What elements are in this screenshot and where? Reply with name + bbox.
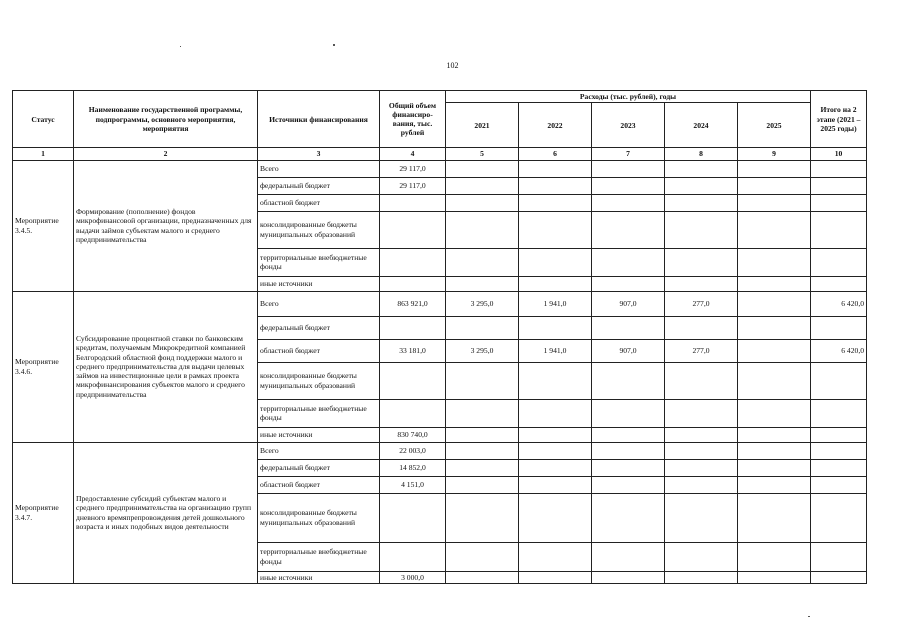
measure-name-cell: Субсидирование процентной ставки по банковским кредитам, получаемым Микрокредитной компанией Белгородский областной фонд поддержки малого и среднего предпринимательства для выдачи целевых займов на инвестиционные цели в рамках проекта микрофинансирования субъектов малого и среднего предпринимательства <box>74 291 258 442</box>
year-2025-cell <box>738 160 811 177</box>
year-2024-cell <box>665 493 738 542</box>
page-number: 102 <box>446 61 459 70</box>
total-cell: 29 117,0 <box>380 177 446 194</box>
source-cell: иные источники <box>258 276 380 291</box>
header-expenses: Расходы (тыс. рублей), годы <box>446 91 811 103</box>
source-cell: Всего <box>258 291 380 316</box>
year-2023-cell: 907,0 <box>592 339 665 362</box>
year-2024-cell <box>665 442 738 459</box>
scan-speck <box>808 616 810 617</box>
source-cell: консолидированные бюджеты муниципальных образований <box>258 362 380 399</box>
year-2023-cell <box>592 177 665 194</box>
year-2021-cell <box>446 459 519 476</box>
year-2025-cell <box>738 291 811 316</box>
year-2023-cell <box>592 276 665 291</box>
year-2024-cell <box>665 399 738 427</box>
year-2024-cell <box>665 177 738 194</box>
year-2025-cell <box>738 399 811 427</box>
status-cell: Мероприятие 3.4.6. <box>13 291 74 442</box>
total-cell <box>380 316 446 339</box>
year-2021-cell <box>446 442 519 459</box>
source-cell: территориальные внебюджетные фонды <box>258 399 380 427</box>
column-number: 7 <box>592 148 665 160</box>
measure-name-cell: Предоставление субсидий субъектам малого и среднего предпринимательства на организацию групп дневного времяпрепровождения детей дошкольного возраста и иных подобных видов деятельности <box>74 442 258 583</box>
year-2024-cell <box>665 459 738 476</box>
header-year: 2025 <box>738 103 811 148</box>
header-year: 2024 <box>665 103 738 148</box>
year-2024-cell <box>665 316 738 339</box>
stage-total-cell: 6 420,0 <box>811 291 867 316</box>
year-2025-cell <box>738 316 811 339</box>
year-2021-cell <box>446 211 519 248</box>
source-cell: иные источники <box>258 571 380 583</box>
stage-total-cell <box>811 459 867 476</box>
year-2021-cell <box>446 177 519 194</box>
year-2025-cell <box>738 211 811 248</box>
column-number: 8 <box>665 148 738 160</box>
total-cell: 830 740,0 <box>380 427 446 442</box>
source-cell: федеральный бюджет <box>258 316 380 339</box>
header-year: 2021 <box>446 103 519 148</box>
year-2025-cell <box>738 442 811 459</box>
year-2021-cell <box>446 362 519 399</box>
stage-total-cell <box>811 399 867 427</box>
year-2022-cell <box>519 399 592 427</box>
total-cell <box>380 493 446 542</box>
total-cell <box>380 248 446 276</box>
year-2024-cell: 277,0 <box>665 339 738 362</box>
column-number: 4 <box>380 148 446 160</box>
stage-total-cell <box>811 248 867 276</box>
total-cell <box>380 362 446 399</box>
year-2023-cell: 907,0 <box>592 291 665 316</box>
year-2024-cell <box>665 542 738 571</box>
year-2021-cell <box>446 316 519 339</box>
column-number: 10 <box>811 148 867 160</box>
source-cell: Всего <box>258 160 380 177</box>
year-2022-cell <box>519 194 592 211</box>
total-cell: 33 181,0 <box>380 339 446 362</box>
stage-total-cell <box>811 362 867 399</box>
year-2022-cell <box>519 276 592 291</box>
year-2022-cell <box>519 476 592 493</box>
stage-total-cell <box>811 194 867 211</box>
status-cell: Мероприятие 3.4.7. <box>13 442 74 583</box>
stage-total-cell: 6 420,0 <box>811 339 867 362</box>
year-2022-cell <box>519 427 592 442</box>
year-2024-cell: 277,0 <box>665 291 738 316</box>
year-2025-cell <box>738 339 811 362</box>
source-cell: территориальные внебюджетные фонды <box>258 248 380 276</box>
column-number: 5 <box>446 148 519 160</box>
year-2021-cell <box>446 160 519 177</box>
year-2025-cell <box>738 276 811 291</box>
year-2021-cell <box>446 276 519 291</box>
source-cell: федеральный бюджет <box>258 177 380 194</box>
total-cell: 863 921,0 <box>380 291 446 316</box>
stage-total-cell <box>811 542 867 571</box>
year-2023-cell <box>592 316 665 339</box>
year-2021-cell <box>446 399 519 427</box>
year-2022-cell <box>519 542 592 571</box>
year-2022-cell <box>519 442 592 459</box>
year-2025-cell <box>738 427 811 442</box>
stage-total-cell <box>811 571 867 583</box>
year-2023-cell <box>592 442 665 459</box>
source-cell: консолидированные бюджеты муниципальных образований <box>258 493 380 542</box>
source-cell: областной бюджет <box>258 194 380 211</box>
stage-total-cell <box>811 427 867 442</box>
total-cell: 4 151,0 <box>380 476 446 493</box>
total-cell: 22 003,0 <box>380 442 446 459</box>
year-2025-cell <box>738 194 811 211</box>
total-cell: 3 000,0 <box>380 571 446 583</box>
column-number: 9 <box>738 148 811 160</box>
table-header <box>13 91 867 161</box>
stage-total-cell <box>811 493 867 542</box>
source-cell: иные источники <box>258 427 380 442</box>
year-2023-cell <box>592 571 665 583</box>
year-2024-cell <box>665 276 738 291</box>
column-number: 3 <box>258 148 380 160</box>
year-2023-cell <box>592 427 665 442</box>
year-2024-cell <box>665 362 738 399</box>
year-2023-cell <box>592 248 665 276</box>
source-cell: территориальные внебюджетные фонды <box>258 542 380 571</box>
year-2022-cell <box>519 316 592 339</box>
source-cell: областной бюджет <box>258 339 380 362</box>
stage-total-cell <box>811 442 867 459</box>
header-year: 2022 <box>519 103 592 148</box>
total-cell <box>380 542 446 571</box>
year-2022-cell <box>519 177 592 194</box>
year-2023-cell <box>592 160 665 177</box>
year-2024-cell <box>665 160 738 177</box>
table-row <box>13 442 867 459</box>
measure-name-cell: Формирование (пополнение) фондов микрофинансовой организации, предназначенных для выдачи займов субъектам малого и среднего предпринимательства <box>74 160 258 291</box>
year-2022-cell <box>519 248 592 276</box>
column-number: 1 <box>13 148 74 160</box>
year-2023-cell <box>592 211 665 248</box>
year-2022-cell <box>519 362 592 399</box>
year-2024-cell <box>665 211 738 248</box>
source-cell: федеральный бюджет <box>258 459 380 476</box>
year-2023-cell <box>592 194 665 211</box>
year-2024-cell <box>665 194 738 211</box>
year-2025-cell <box>738 493 811 542</box>
year-2025-cell <box>738 542 811 571</box>
year-2024-cell <box>665 248 738 276</box>
year-2025-cell <box>738 476 811 493</box>
source-cell: Всего <box>258 442 380 459</box>
year-2021-cell: 3 295,0 <box>446 339 519 362</box>
header-name: Наименование государственной программы, подпрограммы, основного мероприятия, мероприятия <box>74 91 258 148</box>
source-cell: консолидированные бюджеты муниципальных образований <box>258 211 380 248</box>
year-2021-cell <box>446 194 519 211</box>
year-2023-cell <box>592 476 665 493</box>
year-2021-cell: 3 295,0 <box>446 291 519 316</box>
source-cell: областной бюджет <box>258 476 380 493</box>
year-2022-cell <box>519 211 592 248</box>
year-2021-cell <box>446 542 519 571</box>
year-2021-cell <box>446 571 519 583</box>
table-body <box>13 160 867 583</box>
scan-speck <box>180 46 181 47</box>
header-status: Статус <box>13 91 74 148</box>
year-2022-cell: 1 941,0 <box>519 339 592 362</box>
stage-total-cell <box>811 177 867 194</box>
column-number: 2 <box>74 148 258 160</box>
total-cell: 29 117,0 <box>380 160 446 177</box>
header-year: 2023 <box>592 103 665 148</box>
budget-table <box>12 90 867 584</box>
total-cell <box>380 399 446 427</box>
year-2023-cell <box>592 362 665 399</box>
scan-speck <box>333 44 335 46</box>
year-2024-cell <box>665 427 738 442</box>
year-2021-cell <box>446 493 519 542</box>
year-2021-cell <box>446 427 519 442</box>
year-2024-cell <box>665 571 738 583</box>
year-2022-cell <box>519 160 592 177</box>
year-2025-cell <box>738 459 811 476</box>
year-2022-cell <box>519 459 592 476</box>
status-cell: Мероприятие 3.4.5. <box>13 160 74 291</box>
year-2021-cell <box>446 476 519 493</box>
year-2025-cell <box>738 362 811 399</box>
year-2023-cell <box>592 459 665 476</box>
table-row <box>13 160 867 177</box>
year-2023-cell <box>592 399 665 427</box>
table-row <box>13 291 867 316</box>
year-2021-cell <box>446 248 519 276</box>
year-2024-cell <box>665 476 738 493</box>
total-cell <box>380 211 446 248</box>
header-sources: Источники финансирования <box>258 91 380 148</box>
stage-total-cell <box>811 316 867 339</box>
total-cell <box>380 194 446 211</box>
year-2022-cell <box>519 571 592 583</box>
column-number: 6 <box>519 148 592 160</box>
stage-total-cell <box>811 276 867 291</box>
total-cell: 14 852,0 <box>380 459 446 476</box>
year-2025-cell <box>738 177 811 194</box>
header-stage-total: Итого на 2 этапе (2021 – 2025 годы) <box>811 91 867 148</box>
year-2025-cell <box>738 248 811 276</box>
year-2022-cell: 1 941,0 <box>519 291 592 316</box>
stage-total-cell <box>811 476 867 493</box>
stage-total-cell <box>811 211 867 248</box>
header-total-volume: Общий объем финансиро-вания, тыс. рублей <box>380 91 446 148</box>
year-2023-cell <box>592 493 665 542</box>
year-2025-cell <box>738 571 811 583</box>
total-cell <box>380 276 446 291</box>
stage-total-cell <box>811 160 867 177</box>
year-2022-cell <box>519 493 592 542</box>
year-2023-cell <box>592 542 665 571</box>
column-numbers-row <box>13 148 867 160</box>
